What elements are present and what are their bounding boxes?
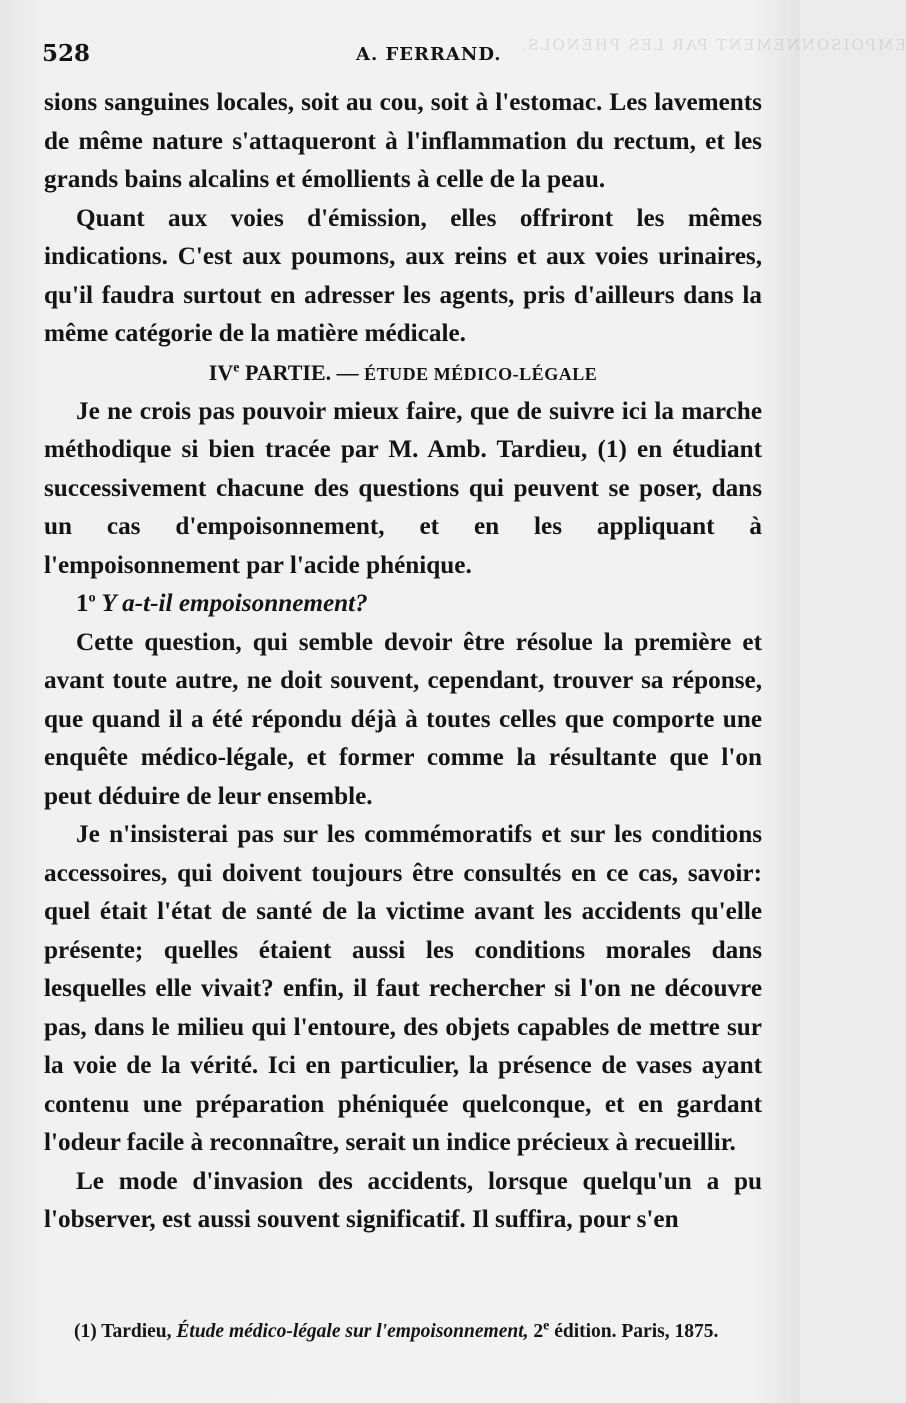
paragraph-3: Je ne crois pas pouvoir mieux faire, que de suivre ici la marche méthodique si bien tracée par M. Amb. Tardieu, (1) en étudiant successivement chacune des questions qui peuvent se poser, dans un cas d'empoisonnement, et en les appliquant à l'empoisonnement par l'acide phénique. xyxy=(44,397,762,579)
page-header xyxy=(42,40,762,74)
question-heading xyxy=(44,585,762,624)
body-text xyxy=(44,84,762,1240)
question-number: 1 xyxy=(76,590,89,617)
paragraph-2: Quant aux voies d'émission, elles offriront les mêmes indications. C'est aux poumons, aux reins et aux voies urinaires, qu'il faudra surtout en adresser les agents, pris d'ailleurs dans la même catégorie de la matière médicale. xyxy=(44,204,762,347)
bleed-through-text: EMPOISONNEMENT PAR LES PHÉNOLS. xyxy=(520,36,906,54)
paragraph-5: Je n'insisterai pas sur les commémoratifs et sur les conditions accessoires, qui doivent toujours être consultés en ce cas, savoir: quel était l'état de santé de la victime avant les accidents qu'elle présente; quelles étaient aussi les conditions morales dans lesquelles elle vivait? enfin, il faut rechercher si l'on ne découvre pas, dans le milieu qui l'entoure, des objets capables de mettre sur la voie de la vérité. Ici en particulier, la présence de vases ayant contenu une préparation phéniquée quelconque, et en gardant l'odeur facile à reconnaître, serait un indice précieux à recueillir. xyxy=(44,821,762,1156)
footnote-edition: 2 xyxy=(528,1321,544,1342)
heading-main: PARTIE. — xyxy=(239,359,365,385)
question-superscript: o xyxy=(88,590,96,606)
footnote xyxy=(44,1316,762,1347)
heading-subtitle: ÉTUDE MÉDICO-LÉGALE xyxy=(364,363,598,384)
footnote-rest: édition. Paris, 1875. xyxy=(549,1321,719,1342)
heading-superscript: e xyxy=(233,360,240,376)
page-number: 528 xyxy=(42,40,91,67)
question-text: Y a-t-il empoisonnement? xyxy=(95,590,368,617)
paragraph-6: Le mode d'invasion des accidents, lorsque quelqu'un a pu l'observer, est aussi souvent significatif. Il suffira, pour s'en xyxy=(44,1167,762,1233)
footnote-title: Étude médico-légale sur l'empoisonnement, xyxy=(176,1321,529,1342)
footnote-marker: (1) Tardieu, xyxy=(74,1321,177,1342)
running-title: A. FERRAND. xyxy=(356,44,502,65)
section-heading xyxy=(44,354,762,393)
heading-number: IV xyxy=(208,359,234,385)
footnote-edition-sup: e xyxy=(543,1318,550,1334)
paragraph-1: sions sanguines locales, soit au cou, soit à l'estomac. Les lavements de même nature s'attaqueront à l'inflammation du rectum, et les grands bains alcalins et émollients à celle de la peau. xyxy=(44,89,762,193)
paragraph-4: Cette question, qui semble devoir être résolue la première et avant toute autre, ne doit souvent, cependant, trouver sa réponse, que quand il a été répondu déjà à toutes celles que comporte une enquête médico-légale, et former comme la résultante que l'on peut déduire de leur ensemble. xyxy=(44,628,762,810)
